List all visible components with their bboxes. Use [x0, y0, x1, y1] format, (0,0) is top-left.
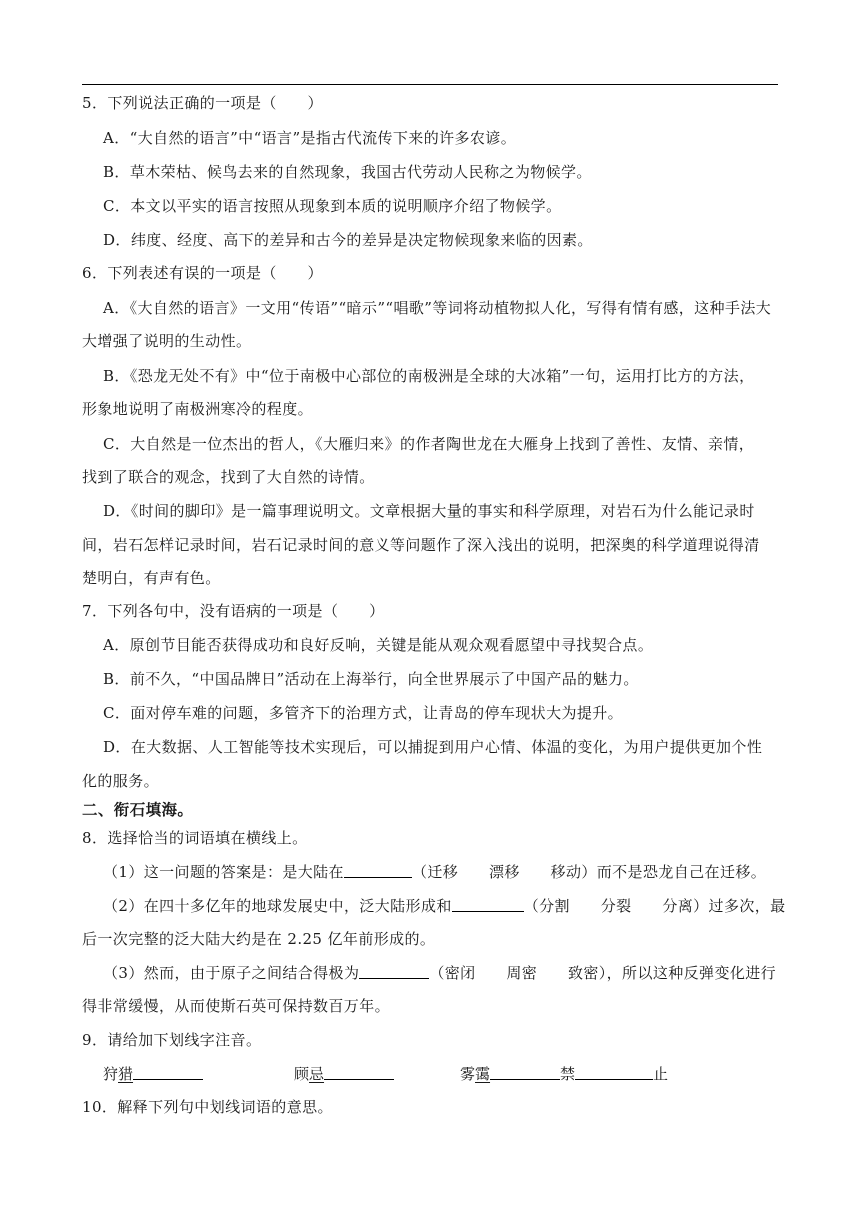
q9-w2-char: 顾: [294, 1065, 310, 1083]
q8-s1-blank[interactable]: [344, 861, 412, 878]
q9-word-2: [294, 1063, 394, 1084]
q10-stem: 10．解释下列句中划线词语的意思。: [82, 1098, 333, 1116]
q9-word-1: [103, 1063, 203, 1084]
q6-option-b-line1: B．《恐龙无处不有》中“位于南极中心部位的南极洲是全球的大冰箱”一句，运用打比方的方法，: [103, 367, 755, 385]
q5-option-a: A．“大自然的语言”中“语言”是指古代流传下来的许多农谚。: [103, 129, 517, 147]
q9-w3-char: 雾: [460, 1065, 476, 1083]
q6-option-b-line2: 形象地说明了南极洲寒冷的程度。: [82, 400, 314, 418]
q7-option-d-line1: D．在大数据、人工智能等技术实现后，可以捕捉到用户心情、体温的变化，为用户提供更加个性: [103, 738, 763, 756]
header-rule: [82, 84, 778, 85]
q8-s2-suffix: （分割 分裂 分离）过多次，最: [523, 897, 786, 915]
q9-w4-end: 止: [653, 1065, 669, 1083]
q8-s2-blank[interactable]: [452, 895, 524, 912]
q9-w4-blank[interactable]: [575, 1063, 653, 1080]
q9-w3-underlined: 霭: [475, 1065, 491, 1083]
q5-stem: 5．下列说法正确的一项是（ ）: [82, 94, 323, 112]
q9-word-3: [460, 1063, 668, 1084]
q5-option-c: C．本文以平实的语言按照从现象到本质的说明顺序介绍了物候学。: [103, 197, 562, 215]
q9-w2-underlined: 忌: [309, 1065, 325, 1083]
q6-option-a-line1: A．《大自然的语言》一文用“传语”“暗示”“唱歌”等词将动植物拟人化，写得有情有感，这种手法大: [103, 299, 772, 317]
q7-option-c: C．面对停车难的问题，多管齐下的治理方式，让青岛的停车现状大为提升。: [103, 704, 624, 722]
q9-w4-char: 禁: [560, 1065, 576, 1083]
q6-option-d-line1: D．《时间的脚印》是一篇事理说明文。文章根据大量的事实和科学原理，对岩石为什么能记录时: [103, 502, 755, 520]
q8-sentence-3: [103, 962, 776, 983]
q6-option-d-line3: 楚明白，有声有色。: [82, 569, 221, 587]
q7-option-a: A．原创节目能否获得成功和良好反响，关键是能从观众观看愿望中寻找契合点。: [103, 636, 654, 654]
q8-s1-suffix: （迁移 漂移 移动）而不是恐龙自己在迁移。: [411, 863, 767, 881]
q6-option-c-line1: C．大自然是一位杰出的哲人，《大雁归来》的作者陶世龙在大雁身上找到了善性、友情、亲情，: [103, 435, 755, 453]
q9-w1-char: 狩: [103, 1065, 119, 1083]
q6-option-a-line2: 大增强了说明的生动性。: [82, 332, 252, 350]
q9-w3-blank[interactable]: [490, 1063, 560, 1080]
q6-option-c-line2: 找到了联合的观念，找到了大自然的诗情。: [82, 468, 375, 486]
q8-s2-prefix: （2）在四十多亿年的地球发展史中，泛大陆形成和: [103, 897, 452, 915]
q8-s1-prefix: （1）这一问题的答案是：是大陆在: [103, 863, 344, 881]
q9-w2-blank[interactable]: [324, 1063, 394, 1080]
q6-option-d-line2: 间，岩石怎样记录时间，岩石记录时间的意义等问题作了深入浅出的说明，把深奥的科学道理说得清: [82, 536, 760, 554]
q8-s3-prefix: （3）然而，由于原子之间结合得极为: [103, 964, 360, 982]
section-heading: 二、衔石填海。: [82, 801, 194, 819]
q7-option-b: B．前不久，“中国品牌日”活动在上海举行，向全世界展示了中国产品的魅力。: [103, 670, 639, 688]
q8-stem: 8．选择恰当的词语填在横线上。: [82, 829, 308, 847]
q9-stem: 9．请给加下划线字注音。: [82, 1031, 262, 1049]
q8-s3-suffix: （密闭 周密 致密），所以这种反弹变化进行: [429, 964, 777, 982]
q8-s3-blank[interactable]: [359, 962, 429, 979]
q9-w1-underlined: 猎: [118, 1065, 134, 1083]
q7-stem: 7．下列各句中，没有语病的一项是（ ）: [82, 602, 385, 620]
q6-stem: 6．下列表述有误的一项是（ ）: [82, 264, 323, 282]
q5-option-d: D．纬度、经度、高下的差异和古今的差异是决定物候现象来临的因素。: [103, 231, 593, 249]
q8-sentence-2-line2: 后一次完整的泛大陆大约是在 2.25 亿年前形成的。: [82, 930, 436, 948]
q9-w1-blank[interactable]: [133, 1063, 203, 1080]
q8-sentence-2: [103, 895, 786, 916]
q8-sentence-3-line2: 得非常缓慢，从而使斯石英可保持数百万年。: [82, 997, 391, 1015]
q7-option-d-line2: 化的服务。: [82, 772, 160, 790]
q8-sentence-1: [103, 861, 766, 882]
q5-option-b: B．草木荣枯、候鸟去来的自然现象，我国古代劳动人民称之为物候学。: [103, 163, 592, 181]
